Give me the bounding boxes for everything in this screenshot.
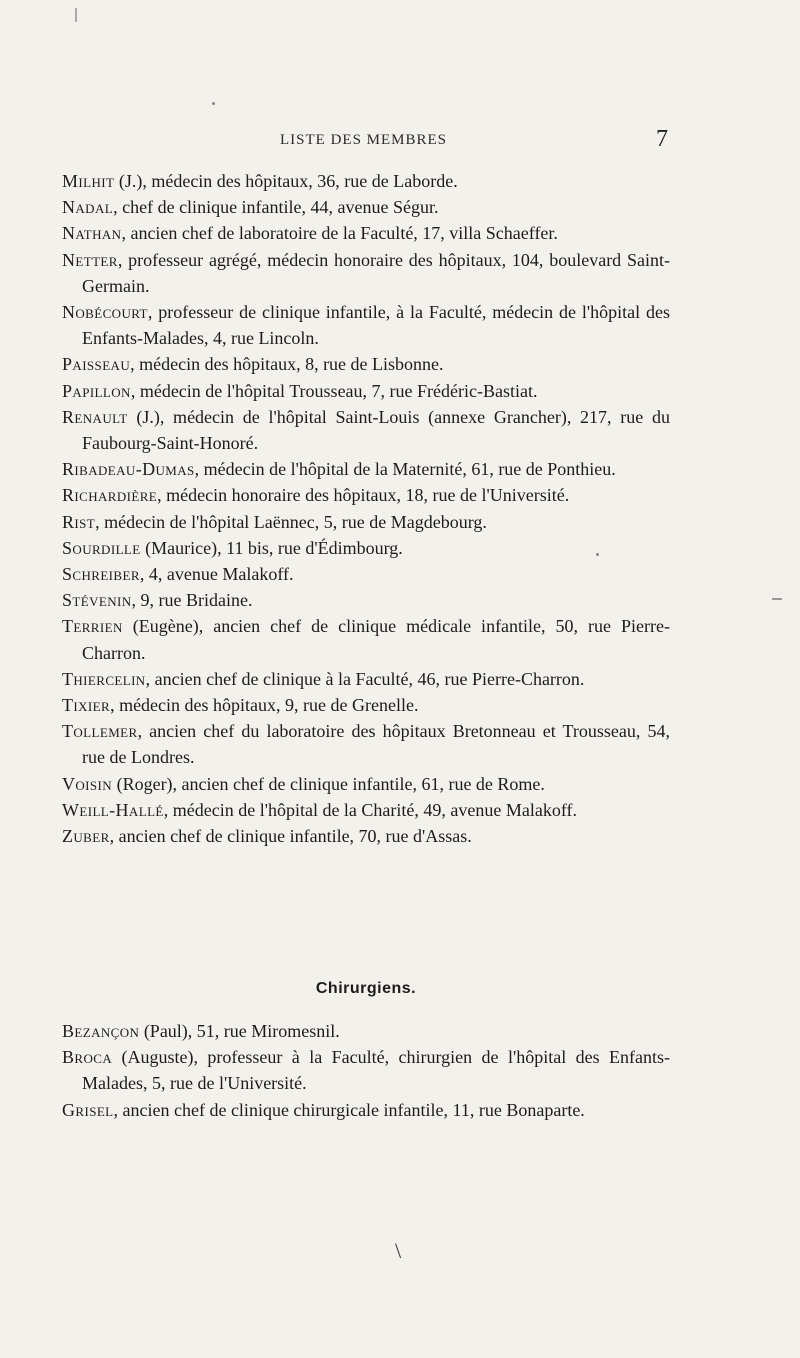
- list-item: [62, 666, 670, 692]
- list-item: [62, 797, 670, 823]
- member-name: Stévenin: [62, 590, 132, 611]
- list-item: [62, 220, 670, 246]
- member-details: (Paul), 51, rue Miromesnil.: [139, 1021, 340, 1041]
- member-name: Weill-Hallé: [62, 799, 164, 820]
- member-name: Tollemer: [62, 721, 138, 742]
- member-name: Paisseau: [62, 354, 131, 375]
- member-name: Bezançon: [62, 1021, 140, 1041]
- member-name: Zuber: [62, 826, 110, 847]
- member-name: Richardière: [62, 485, 158, 506]
- list-item: [62, 351, 670, 377]
- list-item: [62, 482, 670, 508]
- member-details: (J.), médecin des hôpitaux, 36, rue de Laborde.: [114, 171, 458, 191]
- header-title: LISTE DES MEMBRES: [280, 132, 448, 148]
- member-name: Nadal: [62, 197, 114, 218]
- member-details: (Roger), ancien chef de clinique infantile, 61, rue de Rome.: [112, 773, 545, 794]
- list-item: [62, 247, 670, 299]
- member-details: , médecin honoraire des hôpitaux, 18, rue de l'Université.: [157, 485, 570, 506]
- list-item: [62, 456, 670, 482]
- list-item: [62, 404, 670, 456]
- member-details: , médecin des hôpitaux, 8, rue de Lisbonne.: [130, 354, 444, 375]
- list-item: [62, 771, 670, 797]
- member-details: (Eugène), ancien chef de clinique médicale infantile, 50, rue Pierre-Charron.: [82, 616, 670, 663]
- member-details: , ancien chef de clinique infantile, 70, rue d'Assas.: [109, 826, 472, 847]
- list-item: [62, 299, 670, 351]
- member-details: (J.), médecin de l'hôpital Saint-Louis (annexe Grancher), 217, rue du Faubourg-Saint-Honoré.: [82, 406, 670, 454]
- list-item: [62, 378, 670, 404]
- member-details: , ancien chef de clinique chirurgicale infantile, 11, rue Bonaparte.: [113, 1099, 585, 1120]
- paper-speck: [212, 102, 215, 105]
- member-details: , 9, rue Bridaine.: [131, 590, 253, 611]
- paper-speck: [75, 8, 77, 22]
- paper-speck: [596, 553, 599, 556]
- member-name: Voisin: [62, 773, 113, 794]
- member-name: Broca: [62, 1047, 113, 1068]
- member-details: (Auguste), professeur à la Faculté, chirurgien de l'hôpital des Enfants-Malades, 5, rue de l'Université.: [82, 1047, 670, 1094]
- list-item: [62, 509, 670, 535]
- list-item: [62, 561, 670, 587]
- list-item: [62, 168, 670, 194]
- stray-mark: \: [395, 1238, 402, 1263]
- list-item: [62, 692, 670, 718]
- member-name: Thiercelin: [62, 668, 146, 689]
- member-details: , professeur agrégé, médecin honoraire des hôpitaux, 104, boulevard Saint-Germain.: [82, 249, 670, 296]
- member-name: Ribadeau-Dumas: [62, 459, 195, 480]
- member-name: Papillon: [62, 380, 131, 401]
- member-details: , ancien chef du laboratoire des hôpitaux Bretonneau et Trousseau, 54, rue de Londres.: [82, 721, 670, 768]
- list-item: [62, 823, 670, 849]
- member-details: , médecin de l'hôpital Trousseau, 7, rue Frédéric-Bastiat.: [130, 380, 538, 401]
- member-name: Tixier: [62, 695, 111, 716]
- member-name: Renault: [62, 406, 128, 427]
- running-header: [80, 128, 680, 160]
- member-name: Sourdille: [62, 537, 141, 558]
- member-name: Milhit: [62, 171, 115, 191]
- paper-speck: [772, 598, 782, 600]
- members-list: [62, 168, 670, 849]
- list-item: [62, 718, 670, 770]
- member-details: , chef de clinique infantile, 44, avenue Ségur.: [113, 197, 439, 218]
- member-details: (Maurice), 11 bis, rue d'Édimbourg.: [140, 537, 403, 558]
- member-name: Nathan: [62, 223, 122, 244]
- member-name: Grisel: [62, 1099, 114, 1120]
- member-details: , médecin de l'hôpital Laënnec, 5, rue de Magdebourg.: [95, 511, 487, 532]
- member-name: Schreiber: [62, 564, 140, 585]
- list-item: [62, 1044, 670, 1096]
- list-item: [62, 1097, 670, 1123]
- section-heading: Chirurgiens.: [315, 980, 417, 997]
- member-details: , médecin de l'hôpital de la Maternité, 61, rue de Ponthieu.: [194, 459, 616, 480]
- list-item: [62, 194, 670, 220]
- member-name: Rist: [62, 511, 96, 532]
- surgeons-list: [62, 1018, 670, 1123]
- member-details: , professeur de clinique infantile, à la Faculté, médecin de l'hôpital des Enfants-Malades, 4, rue Lincoln.: [82, 302, 670, 349]
- member-name: Terrien: [62, 616, 123, 637]
- list-item: [62, 613, 670, 665]
- member-details: , ancien chef de clinique à la Faculté, 46, rue Pierre-Charron.: [145, 668, 585, 689]
- member-details: , ancien chef de laboratoire de la Faculté, 17, villa Schaeffer.: [121, 223, 558, 244]
- member-name: Nobécourt: [62, 302, 148, 323]
- member-name: Netter: [62, 249, 118, 270]
- list-item: [62, 535, 670, 561]
- member-details: , médecin de l'hôpital de la Charité, 49, avenue Malakoff.: [163, 799, 578, 820]
- list-item: [62, 587, 670, 613]
- page-number: 7: [656, 126, 668, 152]
- member-details: , 4, avenue Malakoff.: [139, 564, 294, 585]
- member-details: , médecin des hôpitaux, 9, rue de Grenelle.: [110, 695, 419, 716]
- list-item: [62, 1018, 670, 1044]
